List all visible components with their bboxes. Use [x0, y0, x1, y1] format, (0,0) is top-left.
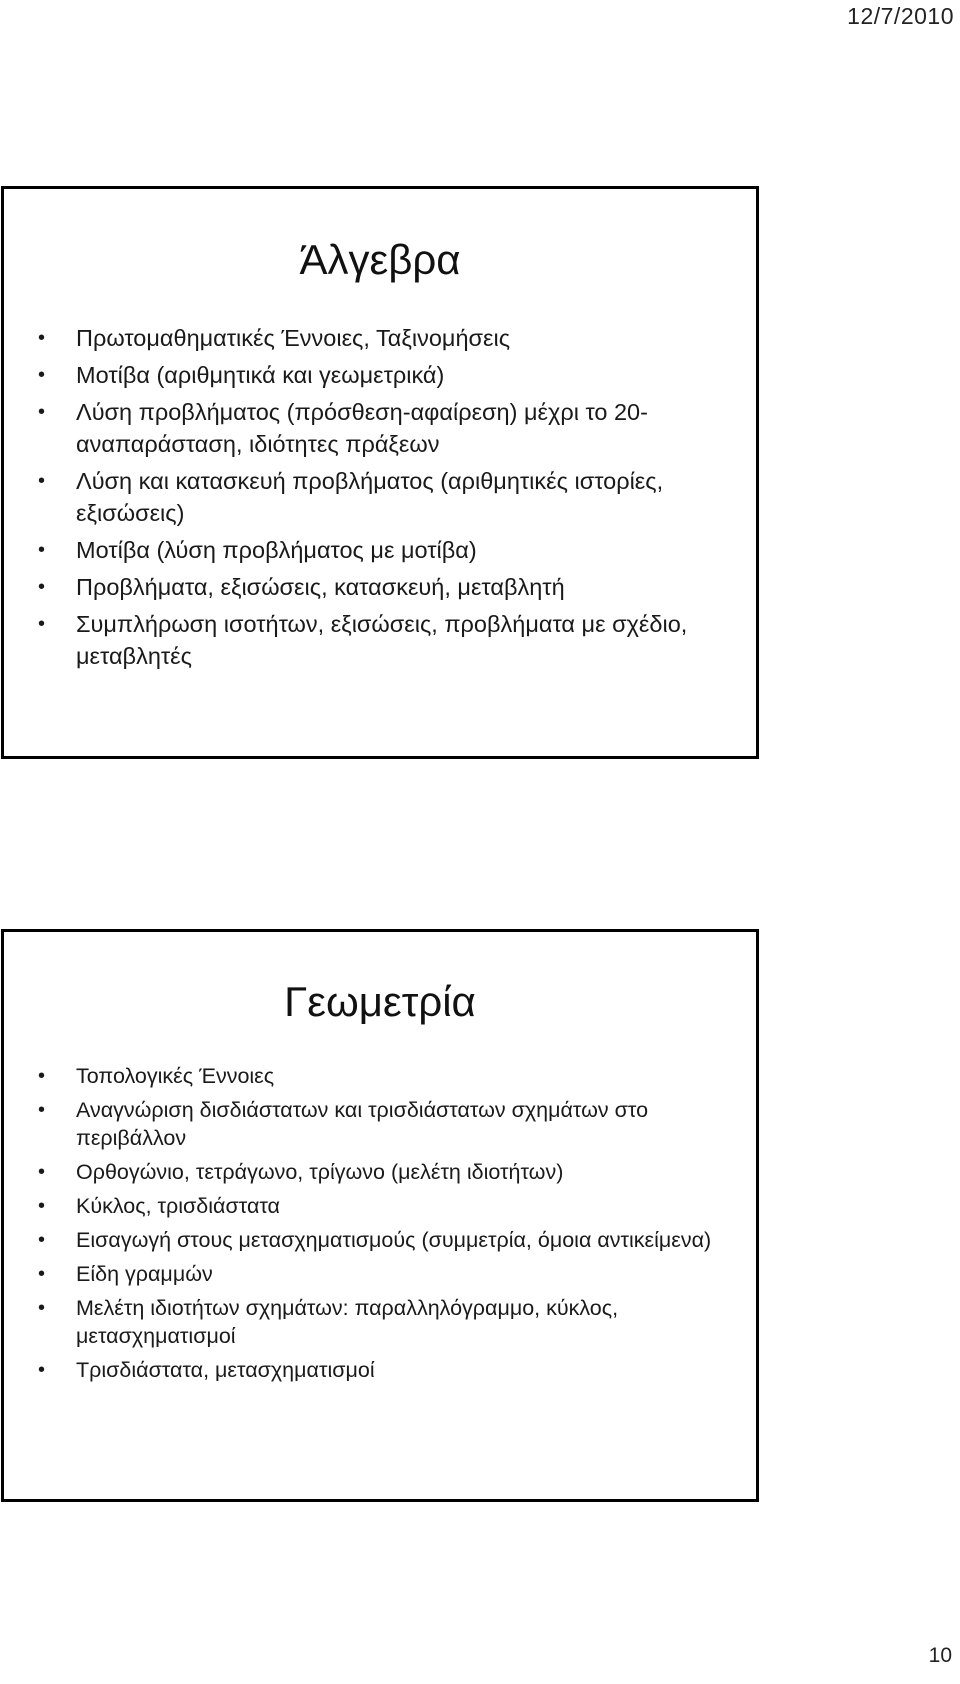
bullet-icon: •	[38, 576, 46, 598]
list-item	[34, 571, 736, 603]
bullet-icon: •	[38, 470, 46, 492]
list-item	[34, 359, 736, 391]
bullet-list	[34, 1062, 736, 1390]
list-item-text: Τρισδιάστατα, μετασχηματισμοί	[76, 1358, 375, 1382]
bullet-icon: •	[38, 1065, 46, 1087]
bullet-icon: •	[38, 1195, 46, 1217]
list-item-text: Προβλήματα, εξισώσεις, κατασκευή, μεταβλητή	[76, 574, 565, 600]
list-item-text: Μοτίβα (λύση προβλήματος με μοτίβα)	[76, 537, 477, 563]
list-item	[34, 322, 736, 354]
list-item-text: Είδη γραμμών	[76, 1262, 213, 1286]
header-date: 12/7/2010	[847, 3, 954, 29]
bullet-icon: •	[38, 1229, 46, 1251]
bullet-icon: •	[38, 1263, 46, 1285]
list-item	[34, 1226, 736, 1254]
list-item-text: Λύση προβλήματος (πρόσθεση-αφαίρεση) μέχρι το 20-αναπαράσταση, ιδιότητες πράξεων	[76, 399, 648, 457]
list-item-text: Τοπολογικές Έννοιες	[76, 1064, 275, 1088]
list-item-text: Πρωτομαθηματικές Έννοιες, Ταξινομήσεις	[76, 325, 511, 351]
list-item	[34, 1192, 736, 1220]
slide-algebra	[1, 186, 759, 759]
list-item	[34, 1062, 736, 1090]
list-item-text: Εισαγωγή στους μετασχηματισμούς (συμμετρία, όμοια αντικείμενα)	[76, 1228, 712, 1252]
list-item-text: Μοτίβα (αριθμητικά και γεωμετρικά)	[76, 362, 445, 388]
bullet-icon: •	[38, 1161, 46, 1183]
bullet-icon: •	[38, 401, 46, 423]
list-item-text: Συμπλήρωση ισοτήτων, εξισώσεις, προβλήματα με σχέδιο, μεταβλητές	[76, 611, 688, 669]
list-item-text: Κύκλος, τρισδιάστατα	[76, 1194, 280, 1218]
list-item	[34, 396, 736, 460]
list-item	[34, 1356, 736, 1384]
slide-title: Γεωμετρία	[284, 978, 476, 1025]
list-item	[34, 608, 736, 672]
list-item-text: Ορθογώνιο, τετράγωνο, τρίγωνο (μελέτη ιδιοτήτων)	[76, 1160, 564, 1184]
list-item	[34, 1294, 736, 1350]
bullet-icon: •	[38, 539, 46, 561]
bullet-list	[34, 322, 736, 677]
list-item-text: Αναγνώριση δισδιάστατων και τρισδιάστατων σχημάτων στο περιβάλλον	[76, 1098, 649, 1150]
bullet-icon: •	[38, 327, 46, 349]
slide-title: Άλγεβρα	[299, 236, 461, 283]
list-item	[34, 1158, 736, 1186]
bullet-icon: •	[38, 1359, 46, 1381]
bullet-icon: •	[38, 1099, 46, 1121]
list-item	[34, 1096, 736, 1152]
bullet-icon: •	[38, 613, 46, 635]
page-number: 10	[928, 1644, 952, 1667]
slide-geometry	[1, 929, 759, 1502]
list-item	[34, 534, 736, 566]
list-item	[34, 1260, 736, 1288]
list-item-text: Λύση και κατασκευή προβλήματος (αριθμητικές ιστορίες, εξισώσεις)	[76, 468, 664, 526]
list-item	[34, 465, 736, 529]
bullet-icon: •	[38, 364, 46, 386]
bullet-icon: •	[38, 1297, 46, 1319]
list-item-text: Μελέτη ιδιοτήτων σχημάτων: παραλληλόγραμμο, κύκλος, μετασχηματισμοί	[76, 1296, 619, 1348]
